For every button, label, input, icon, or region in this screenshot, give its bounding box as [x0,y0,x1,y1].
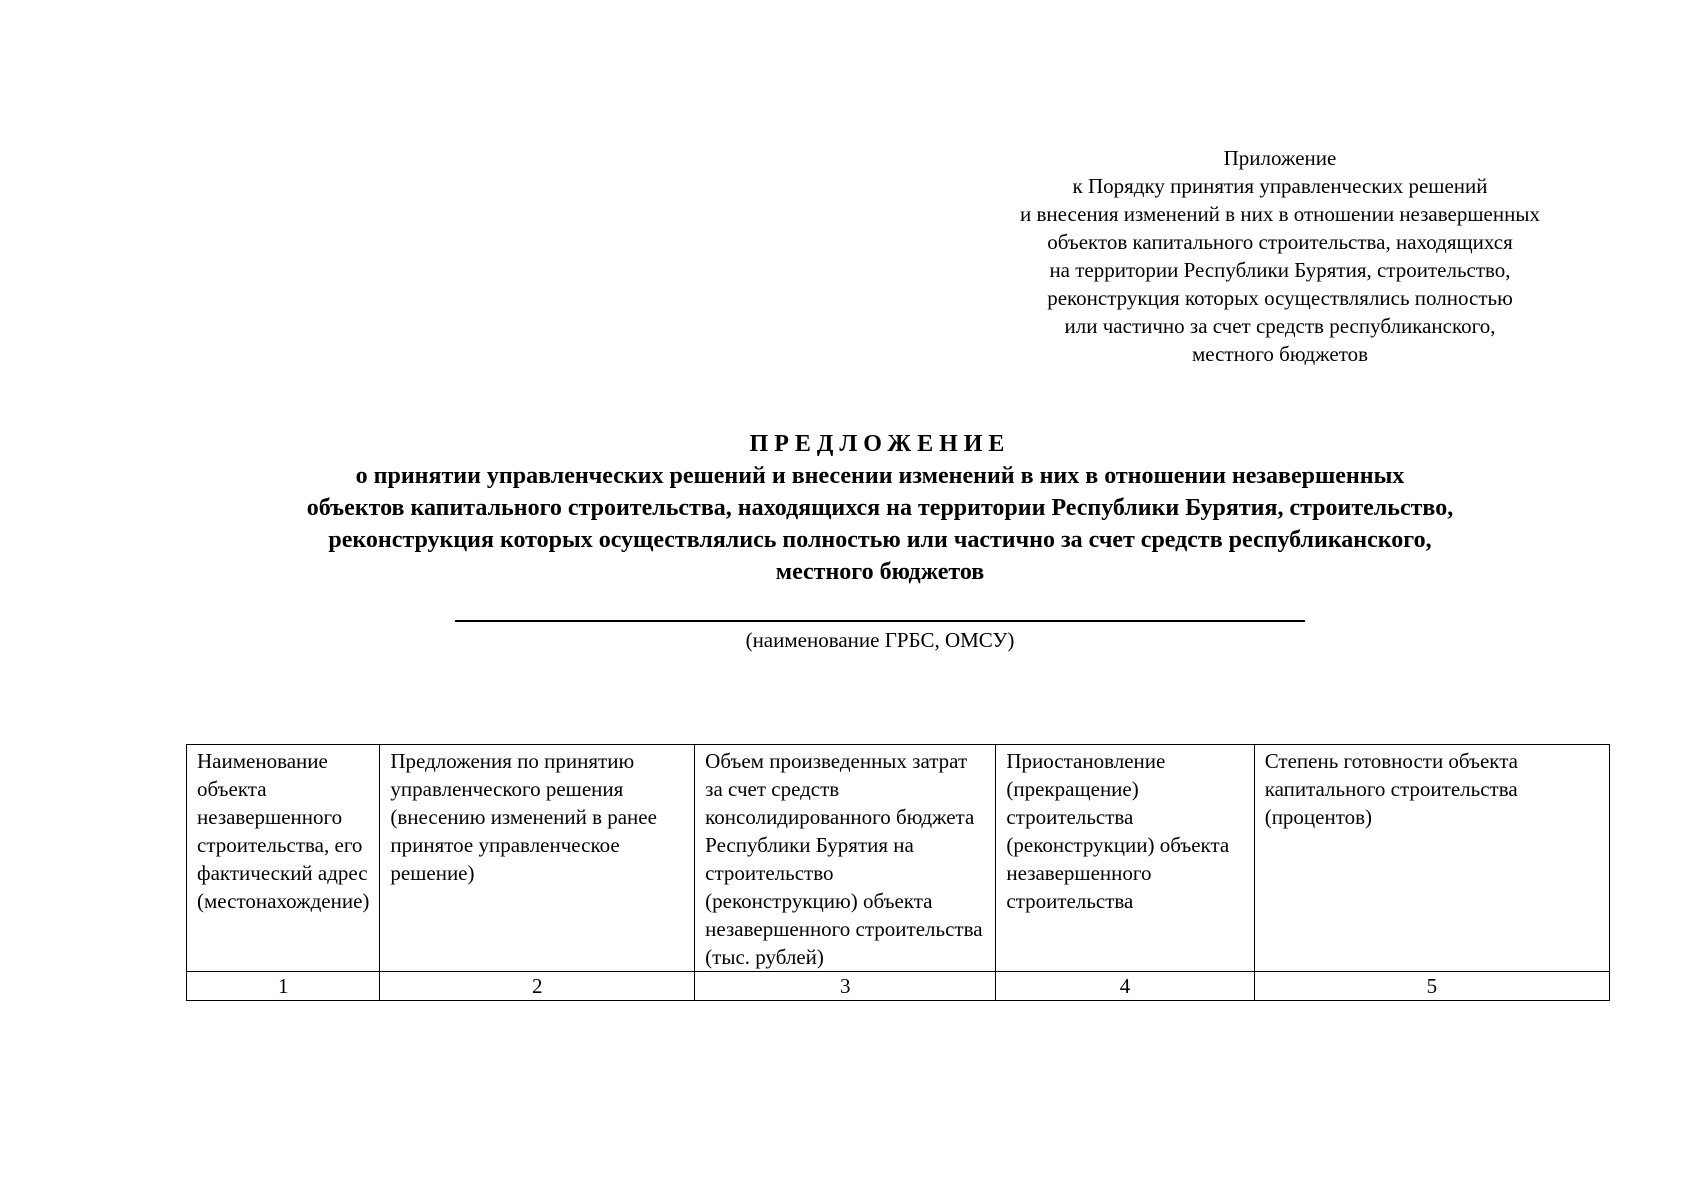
document-subtitle-line: объектов капитального строительства, находящихся на территории Республики Бурятия, строительство, [306,495,1454,521]
document-title [100,428,1660,588]
column-number: 4 [996,972,1254,1001]
column-header: Степень готовности объекта капитального строительства (процентов) [1254,745,1609,972]
appendix-line: местного бюджетов [1191,342,1369,366]
appendix-line: и внесения изменений в них в отношении незавершенных [1020,202,1540,226]
document-heading: ПРЕДЛОЖЕНИЕ [749,431,1011,457]
table-header-row [187,745,1610,972]
appendix-note [960,144,1600,368]
column-header: Наименование объекта незавершенного строительства, его фактический адрес (местонахождение) [187,745,380,972]
document-subtitle-line: местного бюджетов [775,559,985,585]
column-header: Предложения по принятию управленческого решения (внесению изменений в ранее принятое управленческое решение) [380,745,695,972]
proposal-table [186,744,1610,1001]
column-number: 5 [1254,972,1609,1001]
authority-name-field [455,620,1305,654]
document-subtitle-line: о принятии управленческих решений и внесении изменений в них в отношении незавершенных [355,463,1405,489]
column-number: 1 [187,972,380,1001]
column-number-row [187,972,1610,1001]
appendix-line: на территории Республики Бурятия, строительство, [1049,258,1511,282]
appendix-line: объектов капитального строительства, находящихся [1047,230,1513,254]
appendix-line: Приложение [1223,146,1337,170]
column-number: 2 [380,972,695,1001]
appendix-line: к Порядку принятия управленческих решений [1072,174,1488,198]
document-subtitle-line: реконструкция которых осуществлялись полностью или частично за счет средств республиканского, [328,527,1432,553]
fill-in-line [455,620,1305,622]
column-header: Объем произведенных затрат за счет средств консолидированного бюджета Республики Бурятия на строительство (реконструкцию) объекта незавершенного строительства (тыс. рублей) [695,745,996,972]
appendix-line: или частично за счет средств республиканского, [1064,314,1496,338]
column-number: 3 [695,972,996,1001]
appendix-line: реконструкция которых осуществлялись полностью [1047,286,1513,310]
column-header: Приостановление (прекращение) строительства (реконструкции) объекта незавершенного строительства [996,745,1254,972]
fill-in-caption: (наименование ГРБС, ОМСУ) [745,628,1015,652]
